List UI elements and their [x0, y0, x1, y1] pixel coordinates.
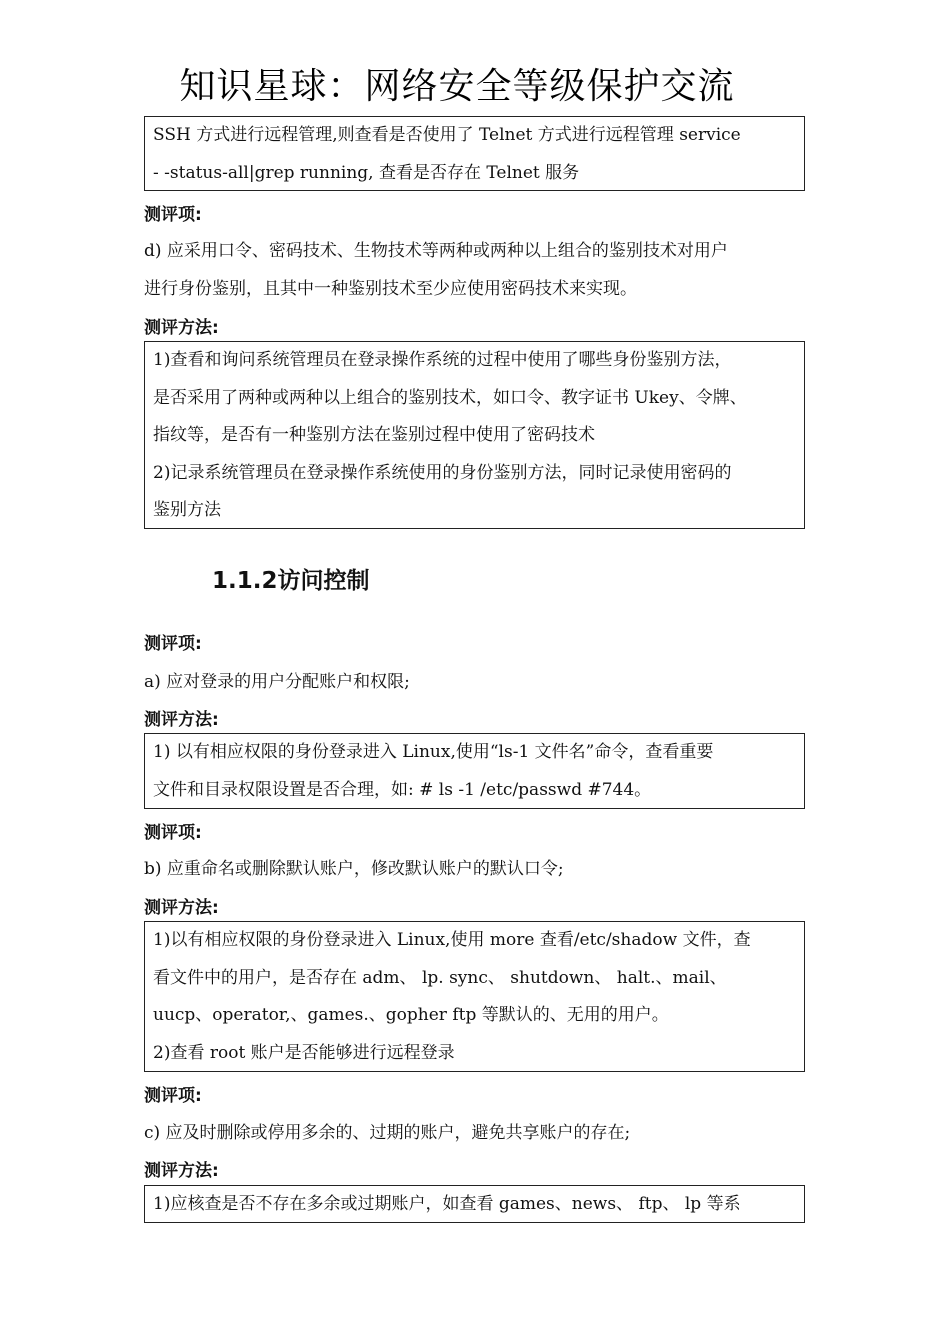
box-line: - -status-all|grep running, 查看是否存在 Telnet 服务 — [153, 162, 580, 183]
section-heading-access-control: 1.1.2访问控制 — [212, 568, 370, 594]
box-line: 是否采用了两种或两种以上组合的鉴别技术，如口令、教字证书 Ukey、令牌、 — [153, 387, 747, 408]
method-box-permissions — [144, 733, 805, 809]
box-line: SSH 方式进行远程管理,则查看是否使用了 Telnet 方式进行远程管理 service — [153, 125, 741, 145]
method-box-default-accounts — [144, 921, 805, 1072]
label-test-item: 测评项: — [144, 205, 202, 225]
box-line: 看文件中的用户，是否存在 adm、 lp. sync、 shutdown、 halt.、mail、 — [153, 967, 727, 988]
label-test-method: 测评方法: — [144, 318, 219, 338]
test-item-d-line1: d) 应采用口令、密码技术、生物技术等两种或两种以上组合的鉴别技术对用户 — [144, 241, 728, 261]
page-header-title: 知识星球：网络安全等级保护交流 — [179, 66, 735, 107]
box-line: 1)以有相应权限的身份登录进入 Linux,使用 more 查看/etc/shadow 文件，查 — [153, 930, 751, 950]
box-line: 1) 以有相应权限的身份登录进入 Linux,使用“ls-1 文件名”命令，查看重要 — [153, 742, 714, 762]
label-test-method: 测评方法: — [144, 710, 219, 730]
method-box-auth — [144, 341, 805, 529]
test-item-a: a) 应对登录的用户分配账户和权限; — [144, 672, 410, 692]
box-line: 1)查看和询问系统管理员在登录操作系统的过程中使用了哪些身份鉴别方法， — [153, 350, 732, 370]
box-line: 文件和目录权限设置是否合理，如: # ls -1 /etc/passwd #744。 — [153, 779, 652, 800]
label-test-item: 测评项: — [144, 823, 202, 843]
box-line: 鉴别方法 — [153, 500, 221, 520]
label-test-method: 测评方法: — [144, 1161, 219, 1181]
test-item-d-line2: 进行身份鉴别，且其中一种鉴别技术至少应使用密码技术来实现。 — [144, 279, 637, 299]
box-line: 指纹等，是否有一种鉴别方法在鉴别过程中使用了密码技术 — [153, 425, 595, 445]
method-box-ssh — [144, 116, 805, 191]
label-test-item: 测评项: — [144, 634, 202, 654]
test-item-b: b) 应重命名或删除默认账户，修改默认账户的默认口令; — [144, 859, 564, 879]
box-line: 2)查看 root 账户是否能够进行远程登录 — [153, 1042, 455, 1063]
box-line: 1)应核查是否不存在多余或过期账户，如查看 games、news、 ftp、 lp 等系 — [153, 1194, 741, 1214]
label-test-method: 测评方法: — [144, 898, 219, 918]
box-line: uucp、operator,、games.、gopher ftp 等默认的、无用的用户。 — [153, 1005, 669, 1025]
test-item-c: c) 应及时删除或停用多余的、过期的账户，避免共享账户的存在; — [144, 1123, 631, 1143]
box-line: 2)记录系统管理员在登录操作系统使用的身份鉴别方法，同时记录使用密码的 — [153, 462, 732, 483]
label-test-item: 测评项: — [144, 1086, 202, 1106]
method-box-expired-accounts — [144, 1185, 805, 1223]
